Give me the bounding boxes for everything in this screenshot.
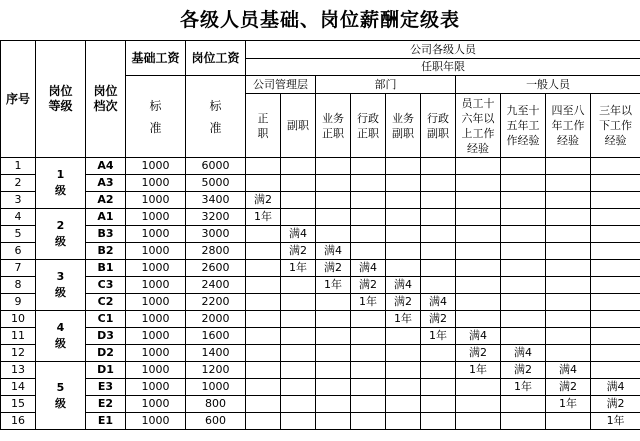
tenure-cell (351, 243, 386, 260)
tenure-cell (456, 260, 501, 277)
tenure-cell (351, 192, 386, 209)
tenure-cell (546, 192, 591, 209)
grade-cell: B1 (86, 260, 126, 277)
grade-cell: C3 (86, 277, 126, 294)
seq-cell: 16 (1, 413, 36, 430)
tenure-cell (501, 175, 546, 192)
col-header: 业务 副职 (386, 94, 421, 158)
tenure-cell (316, 158, 351, 175)
base-pay-cell: 1000 (126, 277, 186, 294)
salary-grade-table (0, 40, 640, 430)
seq-cell: 12 (1, 345, 36, 362)
tenure-cell (456, 175, 501, 192)
tenure-cell (246, 311, 281, 328)
tenure-cell (501, 294, 546, 311)
tenure-cell: 满2 (591, 396, 640, 413)
tenure-cell (591, 192, 640, 209)
seq-cell: 13 (1, 362, 36, 379)
seq-cell: 3 (1, 192, 36, 209)
level-cell: 2 级 (36, 209, 86, 260)
tenure-cell (421, 192, 456, 209)
mgmt-header: 公司管理层 (246, 76, 316, 94)
post-pay-cell: 2400 (186, 277, 246, 294)
level-cell: 3 级 (36, 260, 86, 311)
base-pay-cell: 1000 (126, 413, 186, 430)
table-row (1, 413, 640, 430)
seq-header: 序号 (1, 41, 36, 158)
col-header: 九至十 五年工 作经验 (501, 94, 546, 158)
tenure-cell (421, 362, 456, 379)
tenure-cell (591, 345, 640, 362)
staff-group-header (246, 41, 640, 76)
post-pay-cell: 1600 (186, 328, 246, 345)
tenure-cell (546, 345, 591, 362)
tenure-cell: 满4 (456, 328, 501, 345)
tenure-cell (281, 277, 316, 294)
tenure-cell (351, 209, 386, 226)
tenure-cell (281, 158, 316, 175)
tenure-cell (386, 328, 421, 345)
tenure-cell (281, 294, 316, 311)
tenure-cell (421, 277, 456, 294)
tenure-cell: 1年 (386, 311, 421, 328)
tenure-cell (546, 209, 591, 226)
table-row (1, 345, 640, 362)
all-staff-label: 公司各级人员 (246, 41, 640, 59)
table-row (1, 294, 640, 311)
tenure-cell (386, 175, 421, 192)
tenure-cell (386, 260, 421, 277)
tenure-cell (386, 345, 421, 362)
tenure-cell (546, 328, 591, 345)
seq-cell: 6 (1, 243, 36, 260)
tenure-cell (501, 260, 546, 277)
table-row (1, 158, 640, 175)
tenure-cell (246, 158, 281, 175)
tenure-cell (546, 277, 591, 294)
tenure-cell (351, 226, 386, 243)
post-pay-cell: 3200 (186, 209, 246, 226)
tenure-cell (456, 158, 501, 175)
table-row (1, 362, 640, 379)
table-row (1, 192, 640, 209)
tenure-cell: 满4 (501, 345, 546, 362)
tenure-cell: 1年 (246, 209, 281, 226)
tenure-cell (316, 311, 351, 328)
tenure-cell (591, 311, 640, 328)
tenure-cell: 满2 (316, 260, 351, 277)
tenure-cell: 满4 (281, 226, 316, 243)
tenure-cell (546, 260, 591, 277)
tenure-cell (421, 243, 456, 260)
base-pay-cell: 1000 (126, 158, 186, 175)
tenure-cell (281, 362, 316, 379)
grade-cell: E3 (86, 379, 126, 396)
base-standard-header: 标 准 (126, 76, 186, 158)
seq-cell: 10 (1, 311, 36, 328)
tenure-cell (456, 379, 501, 396)
tenure-cell: 1年 (316, 277, 351, 294)
seq-cell: 7 (1, 260, 36, 277)
tenure-cell (246, 226, 281, 243)
base-pay-cell: 1000 (126, 175, 186, 192)
tenure-cell (316, 379, 351, 396)
tenure-cell (351, 362, 386, 379)
tenure-cell (456, 294, 501, 311)
tenure-cell (246, 345, 281, 362)
tenure-cell: 满4 (591, 379, 640, 396)
tenure-cell: 满4 (351, 260, 386, 277)
post-pay-cell: 3400 (186, 192, 246, 209)
level-cell: 1 级 (36, 158, 86, 209)
tenure-cell (386, 396, 421, 413)
grade-cell: C2 (86, 294, 126, 311)
tenure-cell (421, 175, 456, 192)
tenure-cell (246, 260, 281, 277)
post-pay-cell: 1400 (186, 345, 246, 362)
tenure-cell (246, 328, 281, 345)
tenure-cell (351, 396, 386, 413)
tenure-cell (386, 379, 421, 396)
tenure-cell (421, 158, 456, 175)
tenure-cell (316, 209, 351, 226)
tenure-cell: 满2 (501, 362, 546, 379)
tenure-cell (246, 294, 281, 311)
tenure-cell (281, 396, 316, 413)
tenure-cell (591, 294, 640, 311)
base-pay-cell: 1000 (126, 328, 186, 345)
tenure-cell (456, 209, 501, 226)
grade-cell: B3 (86, 226, 126, 243)
post-pay-header: 岗位工资 (186, 41, 246, 76)
tenure-cell (351, 175, 386, 192)
base-pay-cell: 1000 (126, 243, 186, 260)
tenure-cell: 满4 (546, 362, 591, 379)
tenure-cell (316, 328, 351, 345)
tenure-cell (591, 328, 640, 345)
tenure-cell (456, 396, 501, 413)
base-pay-cell: 1000 (126, 362, 186, 379)
tenure-cell (501, 328, 546, 345)
tenure-cell (546, 226, 591, 243)
tenure-cell (281, 328, 316, 345)
tenure-cell (386, 243, 421, 260)
grade-cell: C1 (86, 311, 126, 328)
tenure-cell (281, 175, 316, 192)
post-pay-cell: 2000 (186, 311, 246, 328)
post-pay-cell: 2600 (186, 260, 246, 277)
base-pay-cell: 1000 (126, 345, 186, 362)
level-cell: 4 级 (36, 311, 86, 362)
tenure-cell (281, 311, 316, 328)
grade-cell: A2 (86, 192, 126, 209)
tenure-cell: 满2 (281, 243, 316, 260)
col-header: 副职 (281, 94, 316, 158)
base-pay-cell: 1000 (126, 226, 186, 243)
grade-cell: E1 (86, 413, 126, 430)
tenure-cell (351, 345, 386, 362)
tenure-cell (591, 243, 640, 260)
dept-header: 部门 (316, 76, 456, 94)
tenure-cell (546, 294, 591, 311)
grade-cell: A3 (86, 175, 126, 192)
tenure-cell (501, 396, 546, 413)
tenure-cell: 满2 (351, 277, 386, 294)
col-header: 业务 正职 (316, 94, 351, 158)
tenure-cell (281, 209, 316, 226)
table-row (1, 396, 640, 413)
col-header: 四至八 年工作 经验 (546, 94, 591, 158)
tenure-cell: 1年 (421, 328, 456, 345)
tenure-cell: 1年 (546, 396, 591, 413)
table-row (1, 379, 640, 396)
tenure-cell: 满4 (421, 294, 456, 311)
table-row (1, 226, 640, 243)
tenure-cell (456, 277, 501, 294)
tenure-cell (501, 277, 546, 294)
base-pay-cell: 1000 (126, 396, 186, 413)
tenure-cell (546, 175, 591, 192)
base-pay-cell: 1000 (126, 311, 186, 328)
tenure-cell (421, 226, 456, 243)
tenure-cell (316, 413, 351, 430)
tenure-cell (591, 209, 640, 226)
post-pay-cell: 1000 (186, 379, 246, 396)
tenure-cell (246, 243, 281, 260)
post-pay-cell: 3000 (186, 226, 246, 243)
tenure-cell (386, 158, 421, 175)
grade-cell: D2 (86, 345, 126, 362)
tenure-cell: 满4 (386, 277, 421, 294)
tenure-cell: 满2 (546, 379, 591, 396)
page-title: 各级人员基础、岗位薪酬定级表 (179, 9, 460, 31)
tenure-cell (456, 311, 501, 328)
seq-cell: 15 (1, 396, 36, 413)
table-row (1, 311, 640, 328)
col-header: 三年以 下工作 经验 (591, 94, 640, 158)
tenure-cell (351, 311, 386, 328)
level-cell: 5 级 (36, 362, 86, 430)
seq-cell: 14 (1, 379, 36, 396)
base-pay-header: 基础工资 (126, 41, 186, 76)
seq-cell: 11 (1, 328, 36, 345)
tenure-cell (421, 413, 456, 430)
tenure-cell (281, 413, 316, 430)
base-pay-cell: 1000 (126, 379, 186, 396)
tenure-cell (456, 243, 501, 260)
seq-cell: 1 (1, 158, 36, 175)
tenure-cell (421, 379, 456, 396)
tenure-cell (351, 379, 386, 396)
base-pay-cell: 1000 (126, 209, 186, 226)
table-row (1, 243, 640, 260)
tenure-cell (501, 209, 546, 226)
tenure-cell (591, 362, 640, 379)
tenure-cell (386, 362, 421, 379)
post-pay-cell: 600 (186, 413, 246, 430)
col-header: 行政 副职 (421, 94, 456, 158)
tenure-cell (456, 226, 501, 243)
grade-cell: A1 (86, 209, 126, 226)
tenure-cell (246, 379, 281, 396)
tenure-cell (591, 175, 640, 192)
tenure-cell (281, 379, 316, 396)
seq-cell: 2 (1, 175, 36, 192)
post-pay-cell: 1200 (186, 362, 246, 379)
tenure-cell: 满4 (316, 243, 351, 260)
tenure-cell (316, 362, 351, 379)
grade-header: 岗位 档次 (86, 41, 126, 158)
tenure-cell (421, 209, 456, 226)
tenure-cell (316, 294, 351, 311)
tenure-cell (316, 396, 351, 413)
tenure-cell (456, 413, 501, 430)
seq-cell: 5 (1, 226, 36, 243)
tenure-cell: 满2 (386, 294, 421, 311)
tenure-cell: 满2 (246, 192, 281, 209)
tenure-cell: 满2 (456, 345, 501, 362)
grade-cell: D3 (86, 328, 126, 345)
tenure-cell (591, 158, 640, 175)
tenure-cell (591, 226, 640, 243)
tenure-cell (501, 192, 546, 209)
table-row (1, 328, 640, 345)
seq-cell: 9 (1, 294, 36, 311)
tenure-cell (351, 158, 386, 175)
base-pay-cell: 1000 (126, 260, 186, 277)
table-row (1, 277, 640, 294)
tenure-cell: 1年 (591, 413, 640, 430)
tenure-cell (246, 277, 281, 294)
tenure-cell (546, 158, 591, 175)
tenure-cell (246, 413, 281, 430)
tenure-cell (501, 413, 546, 430)
tenure-cell (546, 413, 591, 430)
tenure-cell (386, 209, 421, 226)
tenure-cell (351, 328, 386, 345)
tenure-cell (246, 396, 281, 413)
tenure-cell (246, 175, 281, 192)
tenure-cell (421, 345, 456, 362)
table-row (1, 260, 640, 277)
tenure-cell (546, 243, 591, 260)
tenure-cell (546, 311, 591, 328)
tenure-cell (316, 192, 351, 209)
tenure-cell (316, 175, 351, 192)
post-pay-cell: 6000 (186, 158, 246, 175)
tenure-cell (501, 311, 546, 328)
tenure-cell (386, 413, 421, 430)
tenure-cell (246, 362, 281, 379)
grade-cell: A4 (86, 158, 126, 175)
tenure-cell (386, 192, 421, 209)
post-standard-header: 标 准 (186, 76, 246, 158)
tenure-cell (591, 260, 640, 277)
tenure-cell: 1年 (456, 362, 501, 379)
tenure-cell (351, 413, 386, 430)
tenure-cell (281, 192, 316, 209)
base-pay-cell: 1000 (126, 192, 186, 209)
grade-cell: E2 (86, 396, 126, 413)
general-staff-header: 一般人员 (456, 76, 640, 94)
grade-cell: B2 (86, 243, 126, 260)
tenure-cell (386, 226, 421, 243)
post-pay-cell: 2800 (186, 243, 246, 260)
tenure-cell: 1年 (281, 260, 316, 277)
tenure-cell (456, 192, 501, 209)
level-header: 岗位 等级 (36, 41, 86, 158)
tenure-cell: 满2 (421, 311, 456, 328)
col-header: 员工十 六年以 上工作 经验 (456, 94, 501, 158)
base-pay-cell: 1000 (126, 294, 186, 311)
col-header: 正 职 (246, 94, 281, 158)
grade-cell: D1 (86, 362, 126, 379)
tenure-cell (501, 243, 546, 260)
tenure-cell: 1年 (501, 379, 546, 396)
post-pay-cell: 800 (186, 396, 246, 413)
col-header: 行政 正职 (351, 94, 386, 158)
tenure-cell (421, 260, 456, 277)
table-row (1, 175, 640, 192)
post-pay-cell: 2200 (186, 294, 246, 311)
tenure-cell: 1年 (351, 294, 386, 311)
seq-cell: 8 (1, 277, 36, 294)
tenure-cell (316, 345, 351, 362)
table-row (1, 209, 640, 226)
tenure-label: 任职年限 (421, 60, 466, 73)
tenure-cell (501, 158, 546, 175)
tenure-cell (316, 226, 351, 243)
tenure-cell (501, 226, 546, 243)
tenure-cell (421, 396, 456, 413)
seq-cell: 4 (1, 209, 36, 226)
tenure-cell (281, 345, 316, 362)
tenure-cell (591, 277, 640, 294)
post-pay-cell: 5000 (186, 175, 246, 192)
